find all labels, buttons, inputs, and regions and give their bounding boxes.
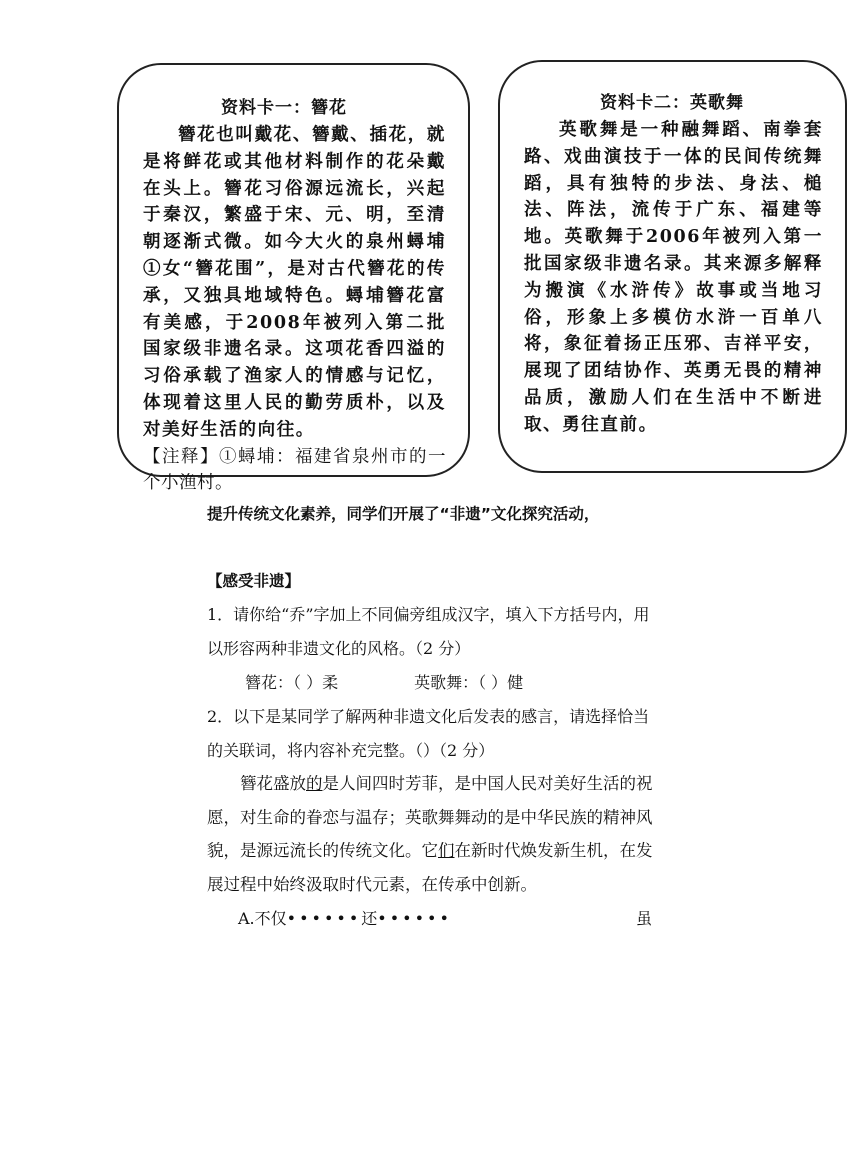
intro-text: 提升传统文化素养，同学们开展了“非遗”文化探究活动， bbox=[207, 505, 600, 523]
card-title: 资料卡一：簪花 bbox=[221, 98, 347, 118]
card-paragraph: 簪花也叫戴花、簪戴、插花，就是将鲜花或其他材料制作的花朵戴在头上。簪花习俗源远流长，兴起于秦汉，繁盛于宋、元、明，至清朝逐渐式微。如今大火的泉州蟳埔①女“簪花围”，是对古代簪花的传承，又独具地域特色。蟳埔簪花富有美感，于2008年被列入第二批国家级非遗名录。这项花香四溢的习俗承载了渔家人的情感与记忆，体现着这里人民的勤劳质朴，以及对美好生活的向往。 bbox=[143, 125, 446, 440]
info-card-hairpin-flowers bbox=[117, 63, 470, 494]
passage-text: 簪花盛放 bbox=[240, 774, 306, 793]
question-1-blanks bbox=[245, 666, 695, 700]
card-paragraph: 英歌舞是一种融舞蹈、南拳套路、戏曲演技于一体的民间传统舞蹈，具有独特的步法、身法、槌法、阵法，流传于广东、福建等地。英歌舞于2006年被列入第一批国家级非遗名录。其来源多解释为搬演《水浒传》故事或当地习俗，形象上多模仿水浒一百单八将，象征着扬正压邪、吉祥平安，展现了团结协作、英勇无畏的精神品质，激励人们在生活中不断进取、勇往直前。 bbox=[524, 120, 823, 435]
option-a-text: A.不仅 bbox=[238, 909, 287, 928]
option-a[interactable] bbox=[238, 902, 658, 936]
question-2-passage bbox=[207, 767, 657, 901]
option-b-start: 虽 bbox=[635, 909, 652, 928]
info-card-yingge-dance bbox=[498, 60, 847, 473]
passage-underlined: 的 bbox=[306, 774, 323, 793]
question-1: 1．请你给“乔”字加上不同偏旁组成汉字，填入下方括号内，用以形容两种非遗文化的风格。（2 分） bbox=[207, 605, 650, 658]
passage-text: 是人间四时芳菲，是中国人民对美好生活的祝愿，对生命的眷恋与温存；英歌舞舞动的是中华民族的精神风貌，是源远流长的传统文化。它 bbox=[207, 774, 653, 861]
card-body bbox=[524, 117, 823, 439]
blank-hairpin[interactable]: 簪花：（ ）柔 bbox=[245, 673, 339, 692]
blank-yingge[interactable]: 英歌舞：（ ）健 bbox=[414, 673, 524, 692]
card-note: 【注释】①蟳埔：福建省泉州市的一个小渔村。 bbox=[143, 446, 446, 494]
card-title: 资料卡二：英歌舞 bbox=[600, 93, 744, 113]
card-body bbox=[143, 122, 446, 497]
option-a-dots: •••••• bbox=[377, 909, 452, 928]
passage-text: 在新时代焕发新生机，在发展过程中始终汲取时代元素，在传承中创新。 bbox=[207, 841, 653, 894]
option-a-dots: •••••• bbox=[286, 909, 362, 928]
section-heading: 【感受非遗】 bbox=[207, 572, 301, 590]
question-2: 2．以下是某同学了解两种非遗文化后发表的感言，请选择恰当的关联词，将内容补充完整。（）（2 分） bbox=[207, 707, 650, 760]
option-a-text: 还 bbox=[361, 909, 378, 928]
passage-underlined: 们 bbox=[438, 841, 455, 861]
